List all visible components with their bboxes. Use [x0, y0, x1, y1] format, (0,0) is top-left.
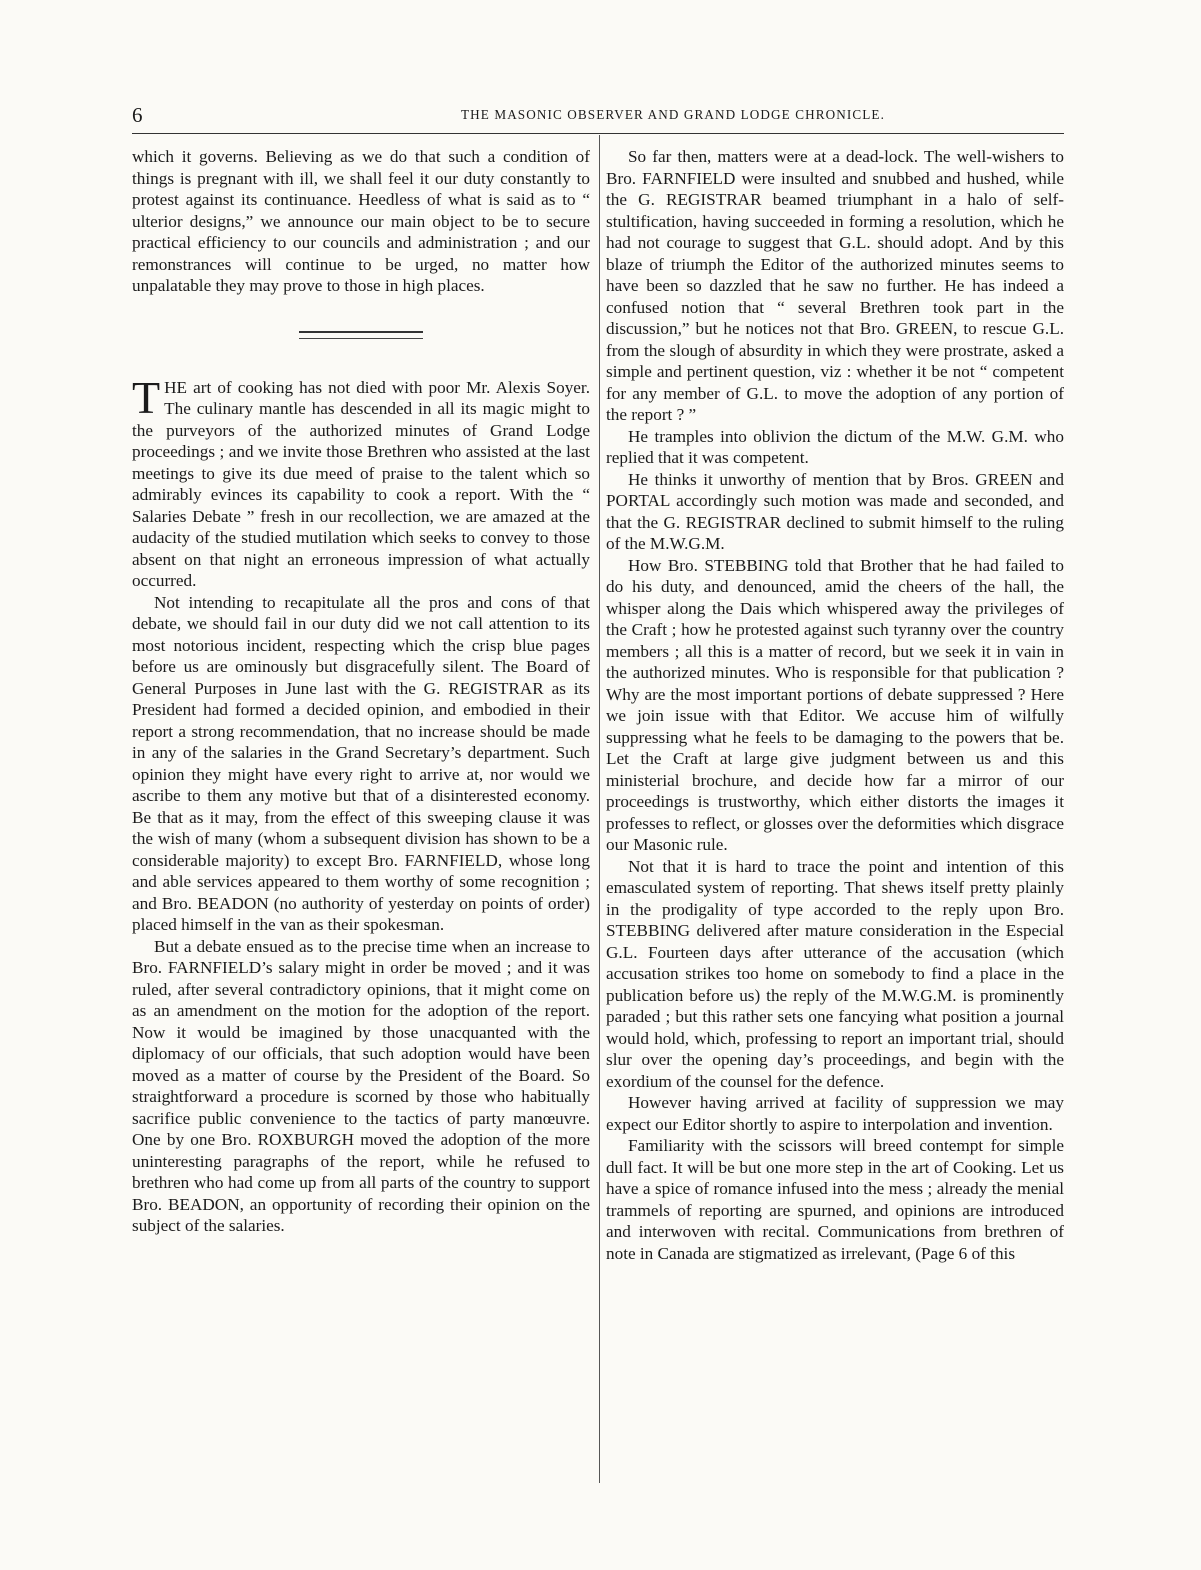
article-paragraph-opening: [132, 371, 590, 592]
page-header: [132, 103, 1064, 133]
page-number: 6: [132, 103, 143, 127]
left-column: [132, 146, 590, 1237]
running-title: THE MASONIC OBSERVER AND GRAND LODGE CHRONICLE.: [461, 107, 885, 122]
article-paragraph: But a debate ensued as to the precise time when an increase to Bro. FARNFIELD’s salary might in order be moved ; and it was ruled, after several contradictory opinions, that it might come on as an amendment on the motion for the adoption of the report. Now it would be imagined by those unacquanted with the diplomacy of our officials, that such adoption would have been moved as a matter of course by the President of the Board. So straightforward a procedure is scorned by those who habitually sacrifice public convenience to the tactics of party manœuvre. One by one Bro. ROXBURGH moved the adoption of the more uninteresting paragraphs of the report, while he refused to brethren who had come up from all parts of the country to support Bro. BEADON, an opportunity of recording their opinion on the subject of the salaries.: [132, 936, 590, 1235]
article-paragraph: How Bro. STEBBING told that Brother that he had failed to do his duty, and denounced, amid the cheers of the hall, the whisper along the Dais which whispered away the privileges of the Craft ; how he protested against such tyranny over the country members ; all this is a matter of record, but we seek it in vain in the authorized minutes. Who is responsible for that publication ? Why are the most important portions of debate suppressed ? Here we join issue with that Editor. We accuse him of wilfully suppressing what he feels to be damaging to the powers that be. Let the Craft at large give judgment between us and this ministerial brochure, and decide how far a mirror of our proceedings is trustworthy, which either distorts the images it professes to reflect, or glosses over the deformities which disgrace our Masonic rule.: [606, 555, 1064, 854]
opening-text: HE art of cooking has not died with poor Mr. Alexis Soyer. The culinary mantle has descended in all its magic might to the purveyors of the authorized minutes of Grand Lodge proceedings ; and we invite those Brethren who assisted at the last meetings to give its due meed of praise to the talent which so admirably evinces its capability to cook a report. With the “ Salaries Debate ” fresh in our recollection, we are amazed at the audacity of the studied mutilation which seeks to convey to those absent on that night an erroneous impression of what actually occurred.: [132, 377, 590, 590]
article-paragraph: So far then, matters were at a dead-lock. The well-wishers to Bro. FARNFIELD were insulted and snubbed and hushed, while the G. REGISTRAR beamed triumphant in a halo of self-stultification, having succeeded in forming a resolution, which he had not courage to suggest that G.L. should adopt. And by this blaze of triumph the Editor of the authorized minutes seems to have been so dazzled that he saw no further. He has indeed a confused notion that “ several Brethren took part in the discussion,” but he notices not that Bro. GREEN, to rescue G.L. from the slough of absurdity in which they were prostrate, asked a simple and pertinent question, viz : whether it be not “ competent for any member of G.L. to move the adoption of any portion of the report ? ”: [606, 147, 1064, 424]
header-rule: [132, 133, 1064, 134]
article-paragraph: He thinks it unworthy of mention that by Bros. GREEN and PORTAL accordingly such motion was made and seconded, and that the G. REGISTRAR declined to submit himself to the ruling of the M.W.G.M.: [606, 469, 1064, 553]
article-paragraph: He tramples into oblivion the dictum of the M.W. G.M. who replied that it was competent.: [606, 426, 1064, 467]
article-paragraph: which it governs. Believing as we do that such a condition of things is pregnant with ill, we shall feel it our duty constantly to protest against its continuance. Heedless of what is said as to “ ulterior designs,” we announce our main object to be to secure practical efficiency to our councils and administration ; and our remonstrances will continue to be urged, no matter how unpalatable they may prove to those in high places.: [132, 147, 590, 295]
article-paragraph: However having arrived at facility of suppression we may expect our Editor shortly to aspire to interpolation and invention.: [606, 1093, 1064, 1134]
article-paragraph: Not intending to recapitulate all the pros and cons of that debate, we should fail in our duty did we not call attention to its most notorious incident, respecting which the crisp blue pages before us are ominously but disgracefully silent. The Board of General Purposes in June last with the G. REGISTRAR as its President had formed a decided opinion, and embodied in their report a strong recommendation, that no increase should be made in any of the salaries in the Grand Secretary’s department. Such opinion they might have every right to arrive at, nor would we ascribe to them any motive but that of a disinterested economy. Be that as it may, from the effect of this sweeping clause it was the wish of many (whom a subsequent division has shown to be a considerable majority) to except Bro. FARNFIELD, whose long and able services appeared to them worthy of some recognition ; and Bro. BEADON (no authority of yesterday on points of order) placed himself in the van as their spokesman.: [132, 592, 590, 934]
right-column: [606, 146, 1064, 1264]
drop-cap: T: [132, 371, 161, 423]
column-divider: [599, 135, 600, 1483]
section-divider: [299, 331, 423, 339]
article-paragraph: Familiarity with the scissors will breed contempt for simple dull fact. It will be but one more step in the art of Cooking. Let us have a spice of romance infused into the mess ; already the menial trammels of reporting are spurned, and opinions are introduced and interwoven with recital. Communications from brethren of note in Canada are stigmatized as irrelevant, (Page 6 of this: [606, 1136, 1064, 1263]
article-paragraph: Not that it is hard to trace the point and intention of this emasculated system of reporting. That shews itself pretty plainly in the prodigality of type accorded to the reply upon Bro. STEBBING delivered after mature consideration in the Especial G.L. Fourteen days after utterance of the accusation (which accusation strikes too home on somebody to find a place in the publication before us) the reply of the M.W.G.M. is prominently paraded ; but this rather sets one fancying what position a journal would hold, which, professing to report an important trial, should slur over the opening day’s proceedings, and begin with the exordium of the counsel for the defence.: [606, 856, 1064, 1091]
